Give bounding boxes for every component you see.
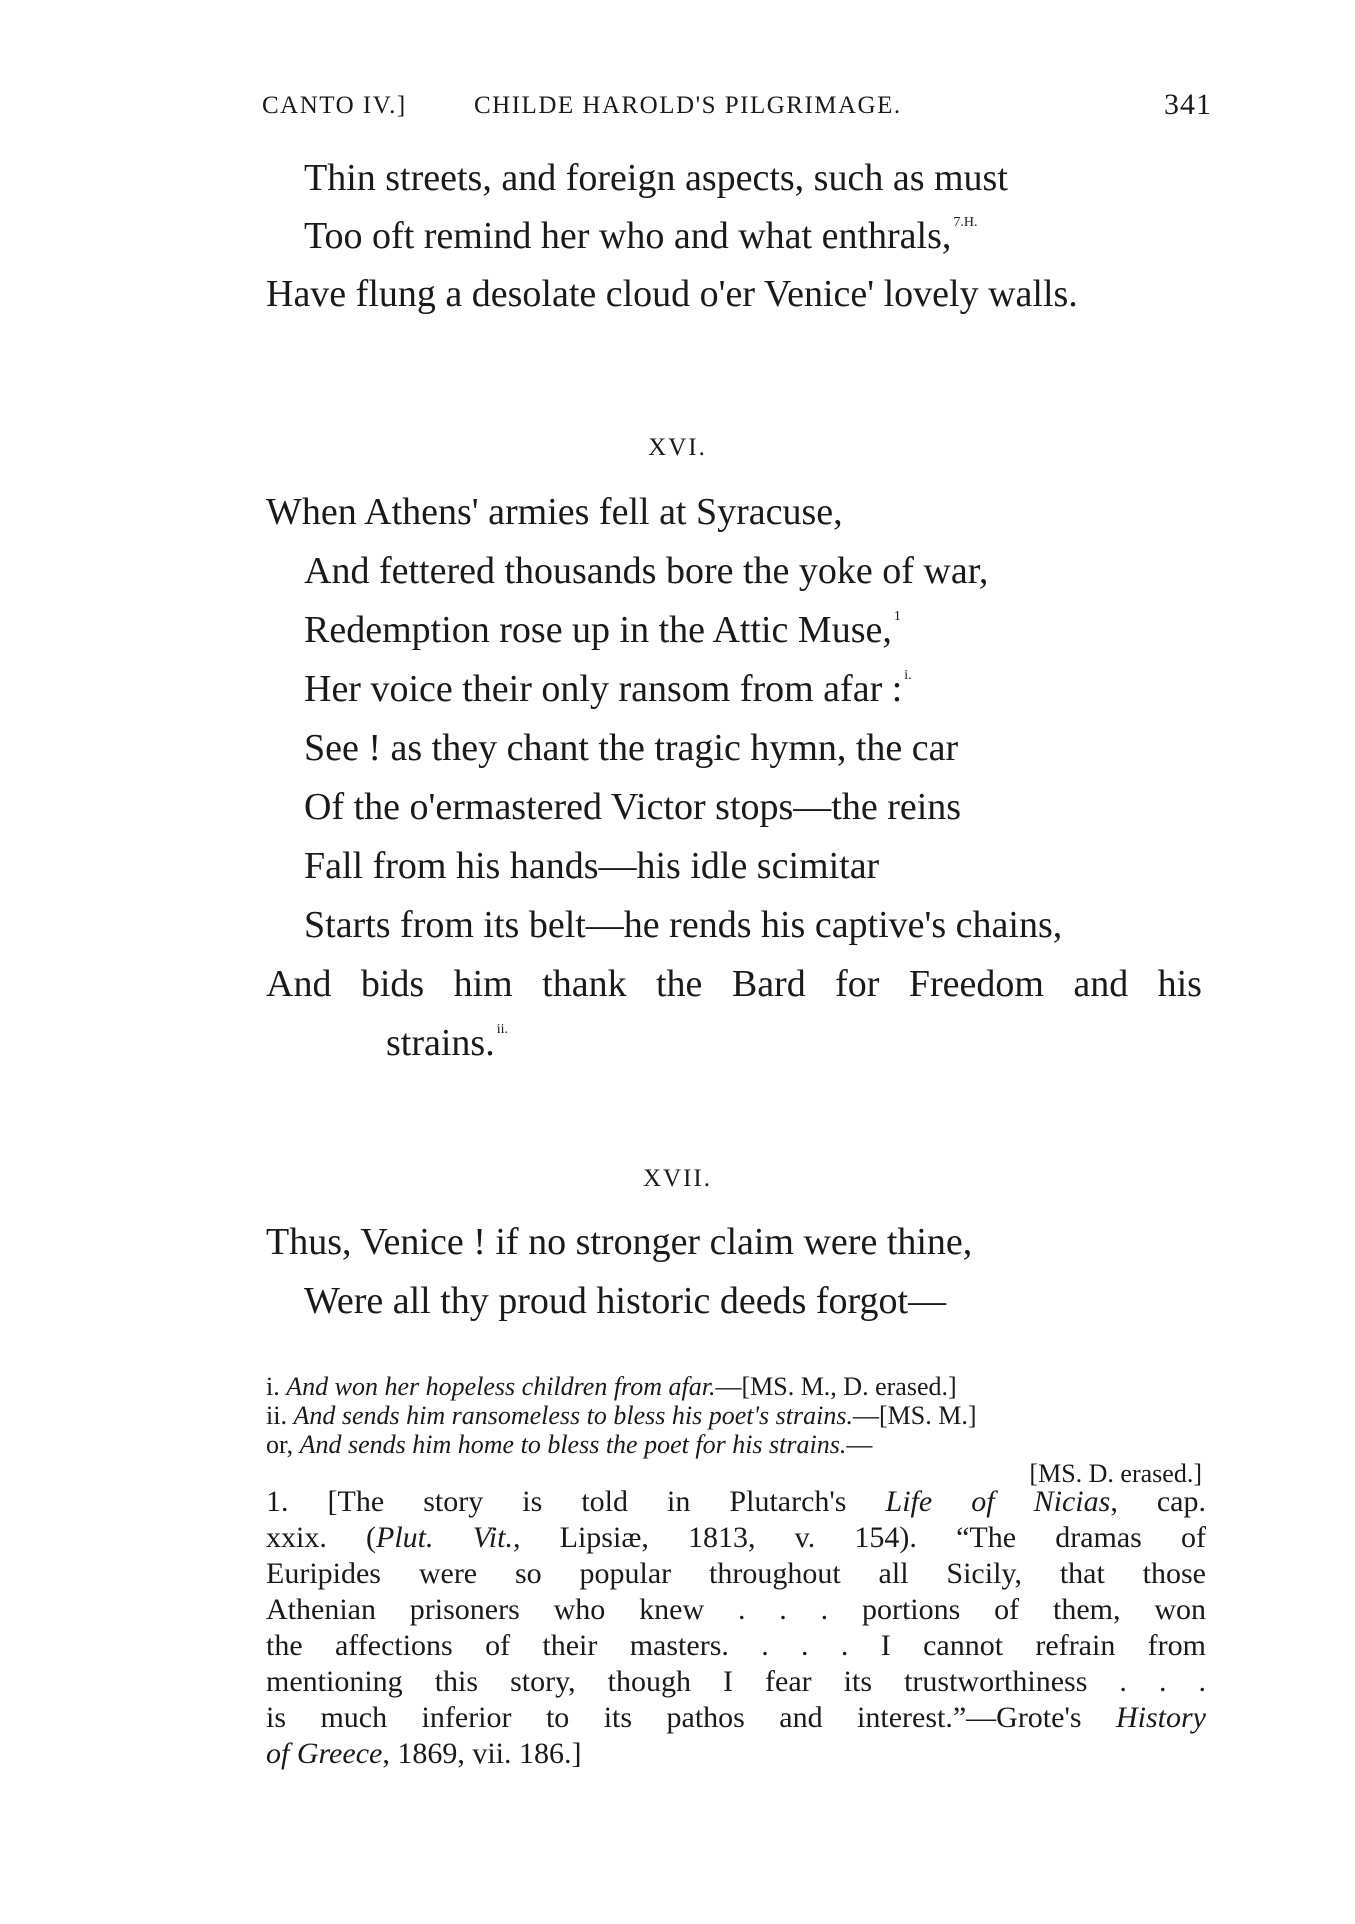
verse-line: When Athens' armies fell at Syracuse, xyxy=(266,491,843,533)
footnote-line: Athenian prisoners who knew . . . portions of them, won xyxy=(266,1593,1206,1626)
footnote-line: is much inferior to its pathos and interest.”—Grote's History xyxy=(266,1701,1206,1734)
verse-line: See ! as they chant the tragic hymn, the car xyxy=(304,727,959,769)
verse-line: Her voice their only ransom from afar : $^{i.}$ xyxy=(304,668,912,710)
footnote-line: xxix. (Plut. Vit., Lipsiæ, 1813, v. 154). “The dramas of xyxy=(266,1521,1207,1554)
verse-line: Of the o'ermastered Victor stops—the reins xyxy=(304,786,962,828)
verse-line: Starts from its belt—he rends his captive's chains, xyxy=(304,904,1063,946)
footnote xyxy=(266,1484,1206,1772)
footnote-line: of Greece, 1869, vii. 186.] xyxy=(266,1737,582,1770)
verse-line-alexandrine: And bids him thank the Bard for Freedom and his xyxy=(266,963,1202,1005)
verse-line: Fall from his hands—his idle scimitar xyxy=(304,845,880,887)
running-head-canto: CANTO IV.] xyxy=(262,92,407,119)
verse-line: Were all thy proud historic deeds forgot— xyxy=(304,1280,947,1322)
stanza-number: XVI. xyxy=(648,434,707,461)
footnote-marker: 1 xyxy=(893,609,901,624)
stanza-number: XVII. xyxy=(642,1165,712,1192)
page-number: 341 xyxy=(1164,88,1212,121)
verse-line: strains. $^{ii.}$ xyxy=(386,1022,508,1064)
footnote-marker: 7.H. xyxy=(953,215,978,230)
footnote-line: 1. [The story is told in Plutarch's Life of Nicias, cap. xyxy=(266,1485,1206,1518)
verse-line: Thus, Venice ! if no stronger claim were thine, xyxy=(266,1221,973,1263)
footnote-line: mentioning this story, though I fear its trustworthiness . . . xyxy=(266,1665,1206,1698)
variant-reading: ii. And sends him ransomeless to bless his poet's strains.—[MS. M.] xyxy=(266,1401,977,1430)
verse-line: Thin streets, and foreign aspects, such as must xyxy=(304,157,1008,199)
verse-line: Have flung a desolate cloud o'er Venice' lovely walls. xyxy=(266,273,1078,315)
running-head-title: CHILDE HAROLD'S PILGRIMAGE. xyxy=(474,92,902,119)
variant-reading: or, And sends him home to bless the poet for his strains.— xyxy=(266,1430,873,1459)
footnote-marker: i. xyxy=(904,668,912,683)
verse-line: And fettered thousands bore the yoke of war, xyxy=(304,550,989,592)
footnote-line: Euripides were so popular throughout all Sicily, that those xyxy=(266,1557,1206,1590)
variant-reading: i. And won her hopeless children from afar.—[MS. M., D. erased.] xyxy=(266,1372,957,1401)
verse-line: Too oft remind her who and what enthrals, $^{7.H.}$ xyxy=(304,215,978,257)
variant-source: [MS. D. erased.] xyxy=(1029,1459,1202,1488)
running-head xyxy=(262,88,1212,128)
footnote-line: the affections of their masters. . . . I cannot refrain from xyxy=(266,1629,1206,1662)
verse-line: Redemption rose up in the Attic Muse, $^1$ xyxy=(304,609,901,651)
footnote-marker: ii. xyxy=(496,1022,508,1037)
